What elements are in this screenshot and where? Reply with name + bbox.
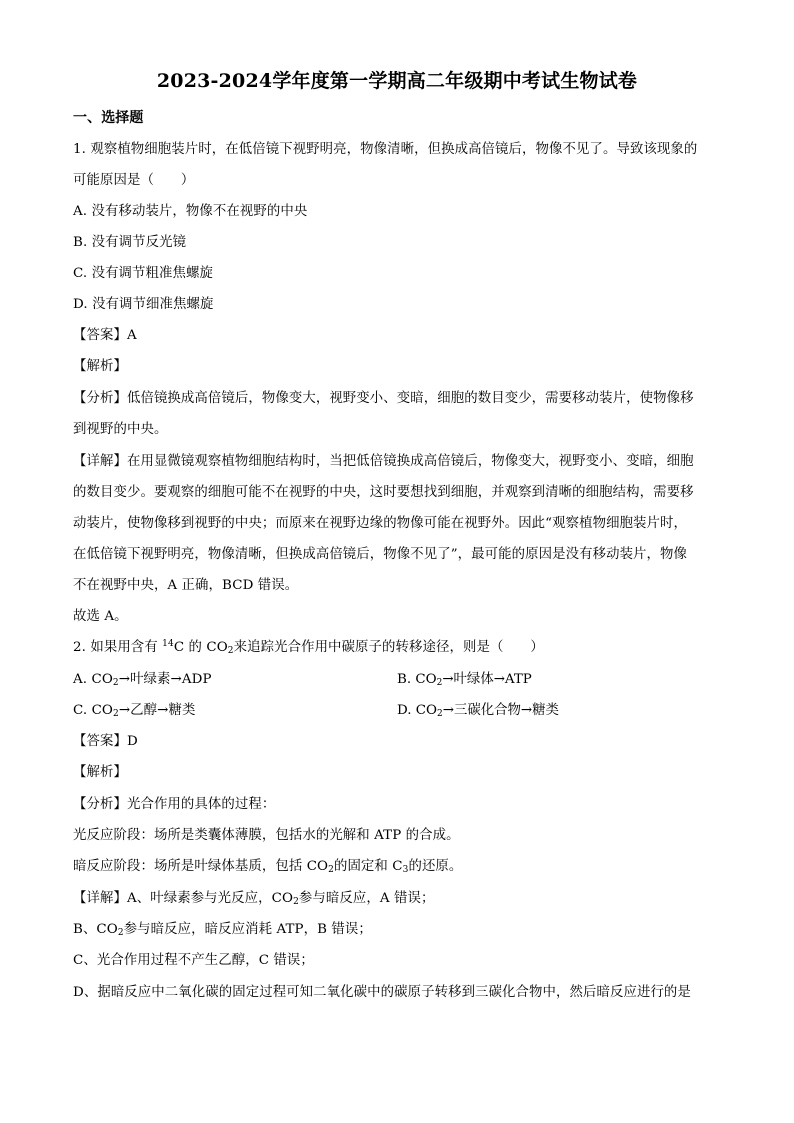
q2-jiexi-heading: 【解析】 [73, 765, 127, 780]
q2-xiangjie-b: B、$CO_2$参与暗反应，暗反应消耗 ATP，B 错误； [73, 922, 372, 938]
q1-xiangjie-line5: 不在视野中央，A 正确，BCD 错误。 [73, 578, 299, 593]
q2-stem: 2. 如果用含有 $^{14}$C 的 $CO_2$来追踪光合作用中碳原子的转移途径，则是（ ） [73, 639, 544, 656]
q1-xiangjie-line3: 动装片，使物像移到视野的中央；而原来在视野边缘的物像可能在视野外。因此“观察植物细胞装片时， [73, 516, 688, 531]
q1-xiangjie-line1: 【详解】在用显微镜观察植物细胞结构时，当把低倍镜换成高倍镜后，物像变大，视野变小、变暗，细胞 [73, 454, 694, 469]
q1-xiangjie-line4: 在低倍镜下视野明亮，物像清晰，但换成高倍镜后，物像不见了”，最可能的原因是没有移动装片，物像 [73, 547, 688, 562]
q1-option-a: A. 没有移动装片，物像不在视野的中央 [73, 204, 308, 219]
q1-answer: 【答案】A [73, 328, 137, 343]
q1-fenxi-line1: 【分析】低倍镜换成高倍镜后，物像变大，视野变小、变暗，细胞的数目变少，需要移动装片，使物像移 [73, 391, 694, 406]
page-title: 2023-2024学年度第一学期高二年级期中考试生物试卷 [156, 70, 638, 92]
section-heading: 一、选择题 [73, 110, 144, 126]
q1-stem-line1: 1. 观察植物细胞装片时，在低倍镜下视野明亮，物像清晰，但换成高倍镜后，物像不见了。导致该现象的 [73, 142, 698, 157]
q2-option-c: C. $CO_2\to$乙醇→糖类 [73, 703, 196, 719]
q2-option-b: B. $CO_2\to$叶绿体→ATP [397, 672, 532, 688]
q1-fenxi-line2: 到视野的中央。 [73, 422, 168, 437]
q1-option-d: D. 没有调节细准焦螺旋 [73, 297, 214, 312]
q2-xiangjie-d: D、据暗反应中二氧化碳的固定过程可知二氧化碳中的碳原子转移到三碳化合物中，然后暗反应进行的是 [73, 985, 691, 1000]
q1-xiangjie-line2: 的数目变少。要观察的细胞可能不在视野的中央，这时要想找到细胞，并观察到清晰的细胞结构，需要移 [73, 485, 694, 500]
q1-jiexi-heading: 【解析】 [73, 359, 127, 374]
q1-option-c: C. 没有调节粗准焦螺旋 [73, 266, 213, 281]
q2-option-d: D. $CO_2\to$三碳化合物→糖类 [397, 703, 559, 719]
q1-stem-line2: 可能原因是（ ） [73, 173, 195, 188]
q1-conclusion: 故选 A。 [73, 609, 128, 624]
q2-xiangjie-c: C、光合作用过程不产生乙醇，C 错误； [73, 953, 314, 968]
q2-option-a: A. $CO_2\to$叶绿素→ADP [73, 672, 212, 688]
q2-light-reaction: 光反应阶段：场所是类囊体薄膜，包括水的光解和 ATP 的合成。 [73, 828, 460, 843]
q2-answer: 【答案】D [73, 734, 138, 749]
q2-dark-reaction: 暗反应阶段：场所是叶绿体基质，包括 $CO_2$的固定和 $C_3$的还原。 [73, 859, 463, 875]
q2-xiangjie-a: 【详解】A、叶绿素参与光反应，$CO_2$参与暗反应，A 错误； [73, 891, 435, 907]
q1-option-b: B. 没有调节反光镜 [73, 235, 187, 250]
q2-fenxi: 【分析】光合作用的具体的过程： [73, 797, 276, 812]
